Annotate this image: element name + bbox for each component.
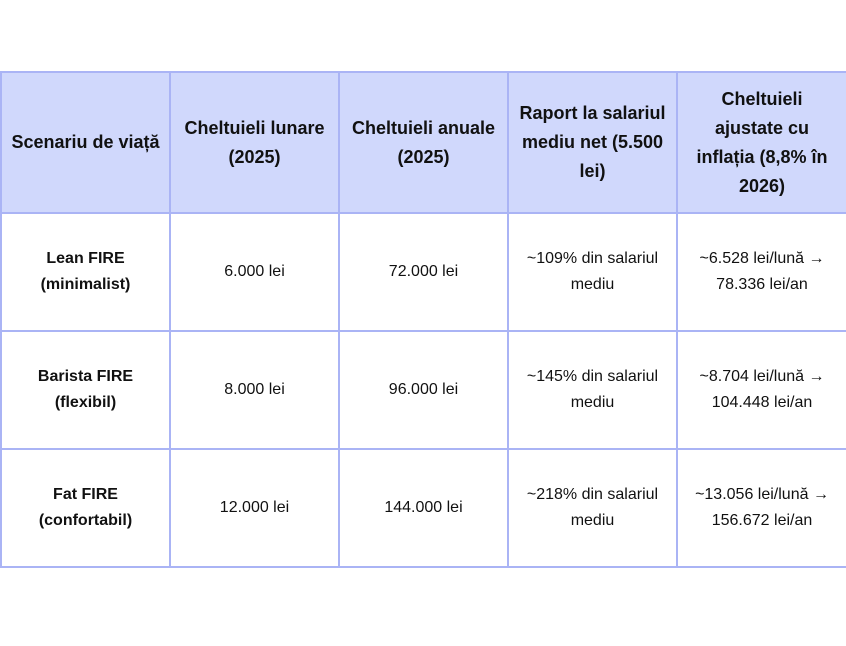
cell-annual: 72.000 lei (339, 213, 508, 331)
cell-monthly: 12.000 lei (170, 449, 339, 567)
cell-annual: 144.000 lei (339, 449, 508, 567)
fire-scenarios-table-container (0, 71, 846, 568)
header-salary-ratio: Raport la salariul mediu net (5.500 lei) (508, 72, 677, 213)
table-row (1, 331, 846, 449)
header-inflation-adjusted: Cheltuieli ajustate cu inflația (8,8% în 2026) (677, 72, 846, 213)
cell-ratio: ~145% din salariul mediu (508, 331, 677, 449)
header-monthly-expenses: Cheltuieli lunare (2025) (170, 72, 339, 213)
cell-adjusted: ~6.528 lei/lună → 78.336 lei/an (677, 213, 846, 331)
cell-scenario: Barista FIRE (flexibil) (1, 331, 170, 449)
header-scenario: Scenariu de viață (1, 72, 170, 213)
cell-ratio: ~109% din salariul mediu (508, 213, 677, 331)
table-row (1, 213, 846, 331)
cell-ratio: ~218% din salariul mediu (508, 449, 677, 567)
table-row (1, 449, 846, 567)
cell-scenario: Fat FIRE (confortabil) (1, 449, 170, 567)
cell-monthly: 8.000 lei (170, 331, 339, 449)
fire-scenarios-table (0, 71, 846, 568)
table-header-row (1, 72, 846, 213)
header-annual-expenses: Cheltuieli anuale (2025) (339, 72, 508, 213)
cell-monthly: 6.000 lei (170, 213, 339, 331)
cell-adjusted: ~13.056 lei/lună → 156.672 lei/an (677, 449, 846, 567)
cell-annual: 96.000 lei (339, 331, 508, 449)
cell-adjusted: ~8.704 lei/lună → 104.448 lei/an (677, 331, 846, 449)
cell-scenario: Lean FIRE (minimalist) (1, 213, 170, 331)
